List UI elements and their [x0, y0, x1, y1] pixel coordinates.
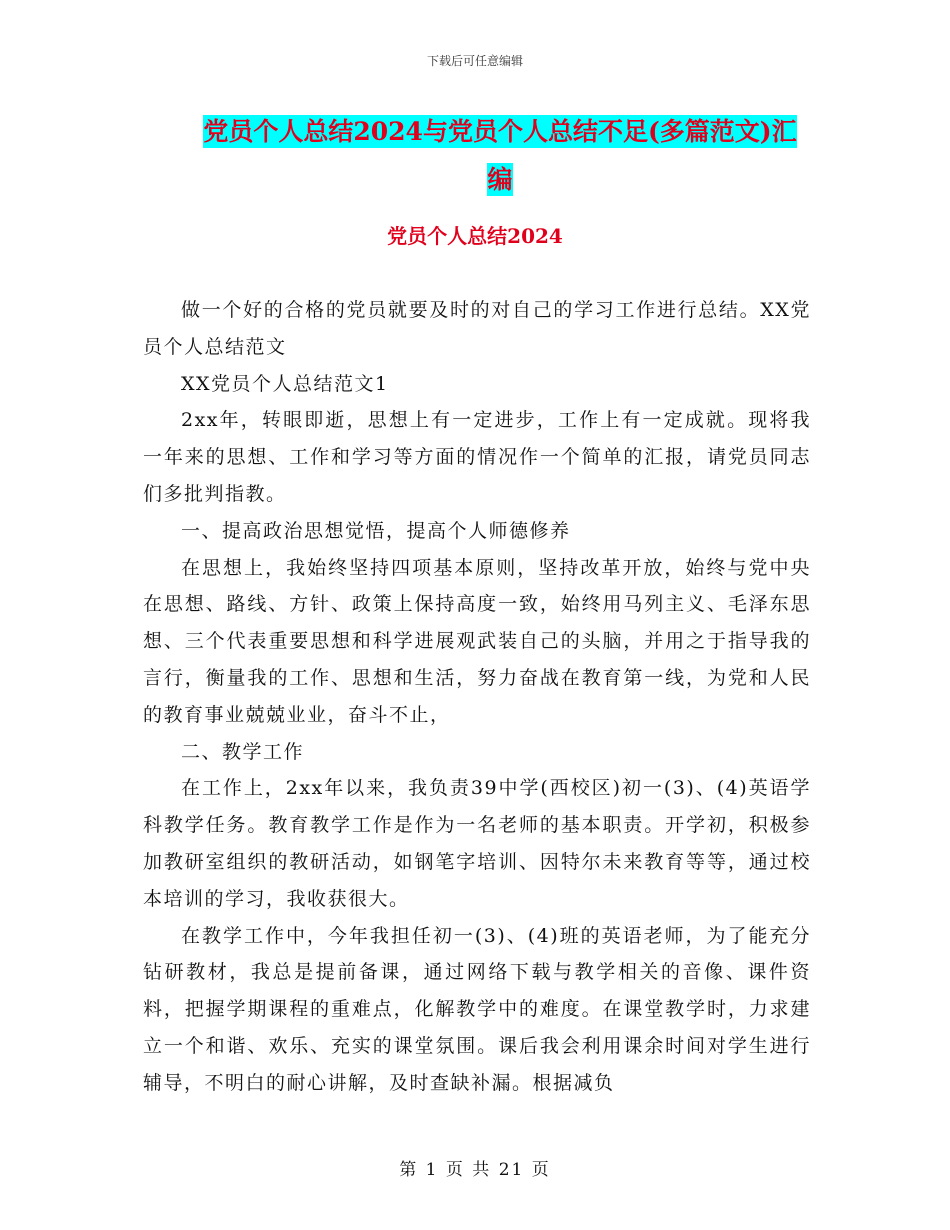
document-body [143, 292, 811, 1102]
header-note: 下载后可任意编辑 [426, 54, 523, 68]
document-title [170, 108, 830, 204]
title-line-2: 编 [487, 165, 513, 194]
paragraph-political: 在思想上，我始终坚持四项基本原则，坚持改革开放，始终与党中央在思想、路线、方针、政策上保持高度一致，始终用马列主义、毛泽东思想、三个代表重要思想和科学进展观武装自己的头脑，并用之于指导我的言行，衡量我的工作、思想和生活，努力奋战在教育第一线，为党和人民的教育事业兢兢业业，奋斗不止， [143, 556, 811, 726]
title-line-1: 党员个人总结2024与党员个人总结不足(多篇范文)汇 [203, 117, 797, 146]
paragraph-opening: 2xx年，转眼即逝，思想上有一定进步，工作上有一定成就。现将我一年来的思想、工作和学习等方面的情况作一个简单的汇报，请党员同志们多批判指教。 [143, 409, 811, 505]
heading-teaching: 二、教学工作 [181, 740, 305, 763]
page-footer: 第 1 页 共 21 页 [399, 1160, 551, 1180]
paragraph-teaching-1: 在工作上，2xx年以来，我负责39中学(西校区)初一(3)、(4)英语学科教学任务。教育教学工作是作为一名老师的基本职责。开学初，积极参加教研室组织的教研活动，如钢笔字培训、因特尔未来教育等等，通过校本培训的学习，我收获很大。 [143, 777, 811, 910]
heading-political: 一、提高政治思想觉悟，提高个人师德修养 [181, 519, 571, 542]
paragraph-teaching-2: 在教学工作中，今年我担任初一(3)、(4)班的英语老师，为了能充分钻研教材，我总是提前备课，通过网络下载与教学相关的音像、课件资料，把握学期课程的重难点，化解教学中的难度。在课堂教学时，力求建立一个和谐、欢乐、充实的课堂氛围。课后我会利用课余时间对学生进行辅导，不明白的耐心讲解，及时查缺补漏。根据减负 [143, 924, 811, 1094]
paragraph-intro: 做一个好的合格的党员就要及时的对自己的学习工作进行总结。XX党员个人总结范文 [143, 299, 811, 358]
paragraph-subtitle: XX党员个人总结范文1 [181, 372, 389, 395]
section-title: 党员个人总结2024 [387, 224, 563, 248]
